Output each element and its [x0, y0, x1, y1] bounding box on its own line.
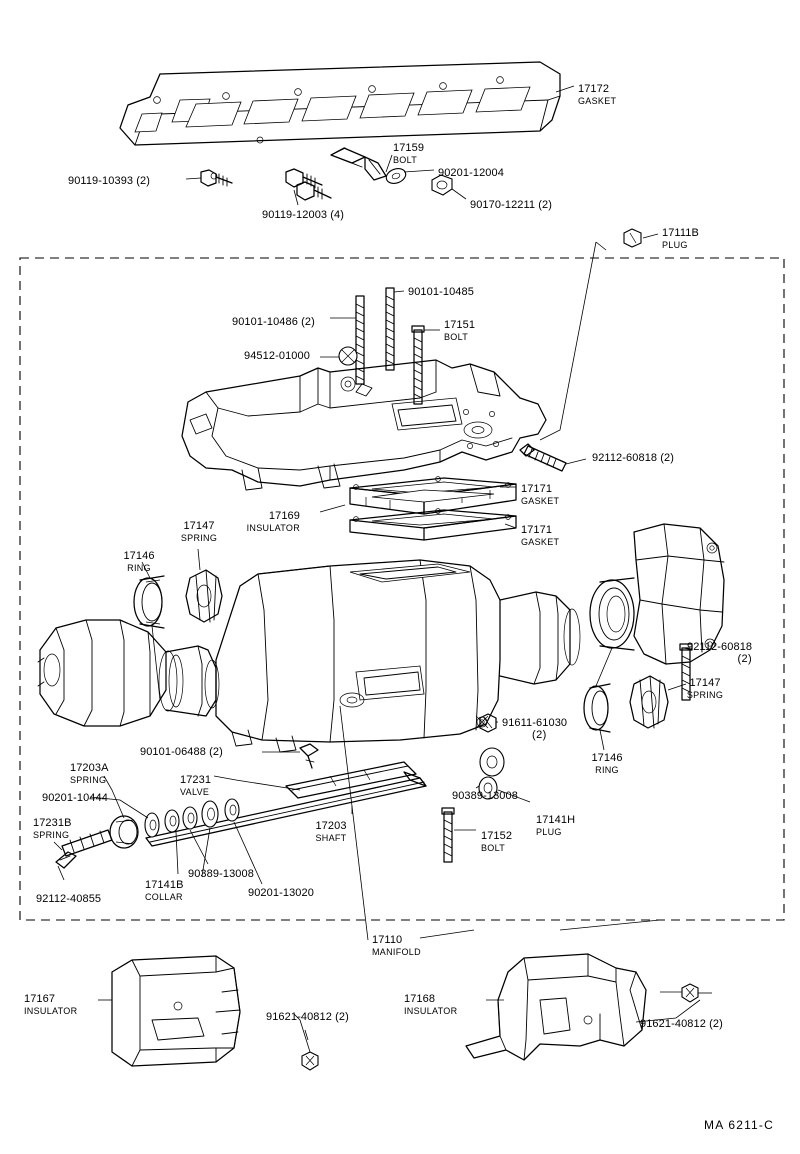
part-90119-12003-bolt: [286, 169, 331, 200]
sheet-code: MA 6211-C: [704, 1118, 774, 1132]
label-17152: 17152 BOLT: [481, 830, 513, 853]
label-90389-13008-right: 90389-13008: [452, 790, 518, 802]
part-90389-13008-collar-left: [165, 807, 197, 832]
label-17141H: 17141H PLUG: [536, 814, 576, 837]
label-90119-12003: 90119-12003 (4): [262, 209, 345, 221]
label-92112-60818-right: 92112-60818 (2): [687, 641, 753, 665]
label-17141B: 17141B COLLAR: [145, 879, 184, 902]
part-91621-40812-nut-left: [302, 1052, 318, 1070]
label-90389-13008-left: 90389-13008: [188, 868, 254, 880]
part-17151-bolt: [412, 326, 424, 404]
part-17146-ring-left: [134, 576, 164, 628]
part-17147-spring-left: [186, 570, 222, 622]
label-17111B: 17111B PLUG: [662, 227, 699, 250]
label-17147-right: 17147 SPRING: [686, 677, 724, 700]
label-17171-top: 17171 GASKET: [521, 483, 560, 506]
part-17152-bolt: [442, 808, 454, 862]
label-17159: [393, 143, 424, 166]
label-17203A: 17203A SPRING: [70, 762, 109, 785]
part-17168-insulator: [466, 954, 646, 1060]
label-17231B: 17231B SPRING: [33, 817, 72, 840]
label-17169: 17169 INSULATOR: [246, 510, 300, 533]
part-90101-10485-stud: [386, 288, 394, 370]
label-17231: 17231 VALVE: [180, 774, 212, 797]
label-17146-left: 17146 RING: [123, 550, 155, 573]
label-90201-13020: 90201-13020: [248, 887, 314, 899]
label-91621-40812-left: 91621-40812 (2): [266, 1011, 349, 1023]
part-90101-06488-bolt: [300, 744, 318, 768]
label-90201-10444: 90201-10444: [42, 792, 108, 804]
part-17203A-spring-coil: [110, 816, 138, 848]
label-17171-bottom: 17171 GASKET: [521, 524, 560, 547]
label-17167: 17167 INSULATOR: [24, 993, 78, 1016]
part-92112-40855-bolt: [56, 852, 76, 868]
part-17147-spring-right: [630, 676, 668, 728]
label-17159-name: BOLT: [393, 154, 418, 165]
label-90101-10485: 90101-10485: [408, 286, 474, 298]
part-17171-gasket-lower: [350, 509, 516, 540]
label-91621-40812-right: 91621-40812 (2): [640, 1018, 723, 1030]
part-17141B-collar: [202, 801, 218, 827]
part-91621-40812-nut-right: [682, 984, 698, 1002]
label-17147-left: 17147 SPRING: [180, 520, 218, 543]
label-17168: 17168 INSULATOR: [404, 993, 458, 1016]
label-17146-right: 17146 RING: [591, 752, 623, 775]
label-92112-60818-top: 92112-60818 (2): [592, 452, 675, 464]
part-17159-bolt: [331, 148, 386, 180]
part-17110-manifold: [38, 560, 580, 752]
label-90119-10393: 90119-10393 (2): [68, 175, 151, 187]
part-90201-13020-washer: [225, 799, 239, 821]
label-17110: 17110 MANIFOLD: [372, 934, 421, 957]
label-90201-12004: 90201-12004: [438, 167, 504, 179]
part-90201-10444-washer: [145, 813, 159, 837]
label-17203: 17203 SHAFT: [315, 820, 347, 843]
part-90201-12004-washer: [384, 166, 408, 186]
label-90101-06488: 90101-06488 (2): [140, 746, 223, 758]
part-90119-10393-bolt: [201, 170, 232, 186]
label-91611-61030: 91611-61030 (2): [502, 717, 568, 741]
label-90101-10486: 90101-10486 (2): [232, 316, 315, 328]
part-91611-61030-bolt: [480, 714, 496, 732]
part-90101-10486-stud: [356, 296, 364, 384]
label-94512-01000: 94512-01000: [244, 350, 310, 362]
label-17172-name: GASKET: [578, 95, 617, 106]
label-90170-12211: 90170-12211 (2): [470, 199, 553, 211]
label-17172: [578, 84, 616, 107]
part-94512-01000-washer: [339, 347, 357, 365]
part-92112-60818-stud-top: [520, 444, 566, 471]
label-17172-number: 17172: [578, 83, 610, 95]
part-17172-gasket: [120, 62, 560, 179]
label-92112-40855: 92112-40855: [36, 893, 102, 905]
part-17167-insulator: [112, 956, 240, 1066]
part-17111B-plug: [624, 229, 641, 247]
part-90389-13008-right: [480, 748, 504, 776]
part-17146-ring-right: [584, 684, 610, 732]
label-17151: 17151 BOLT: [444, 319, 476, 342]
label-17159-number: 17159: [393, 142, 425, 154]
